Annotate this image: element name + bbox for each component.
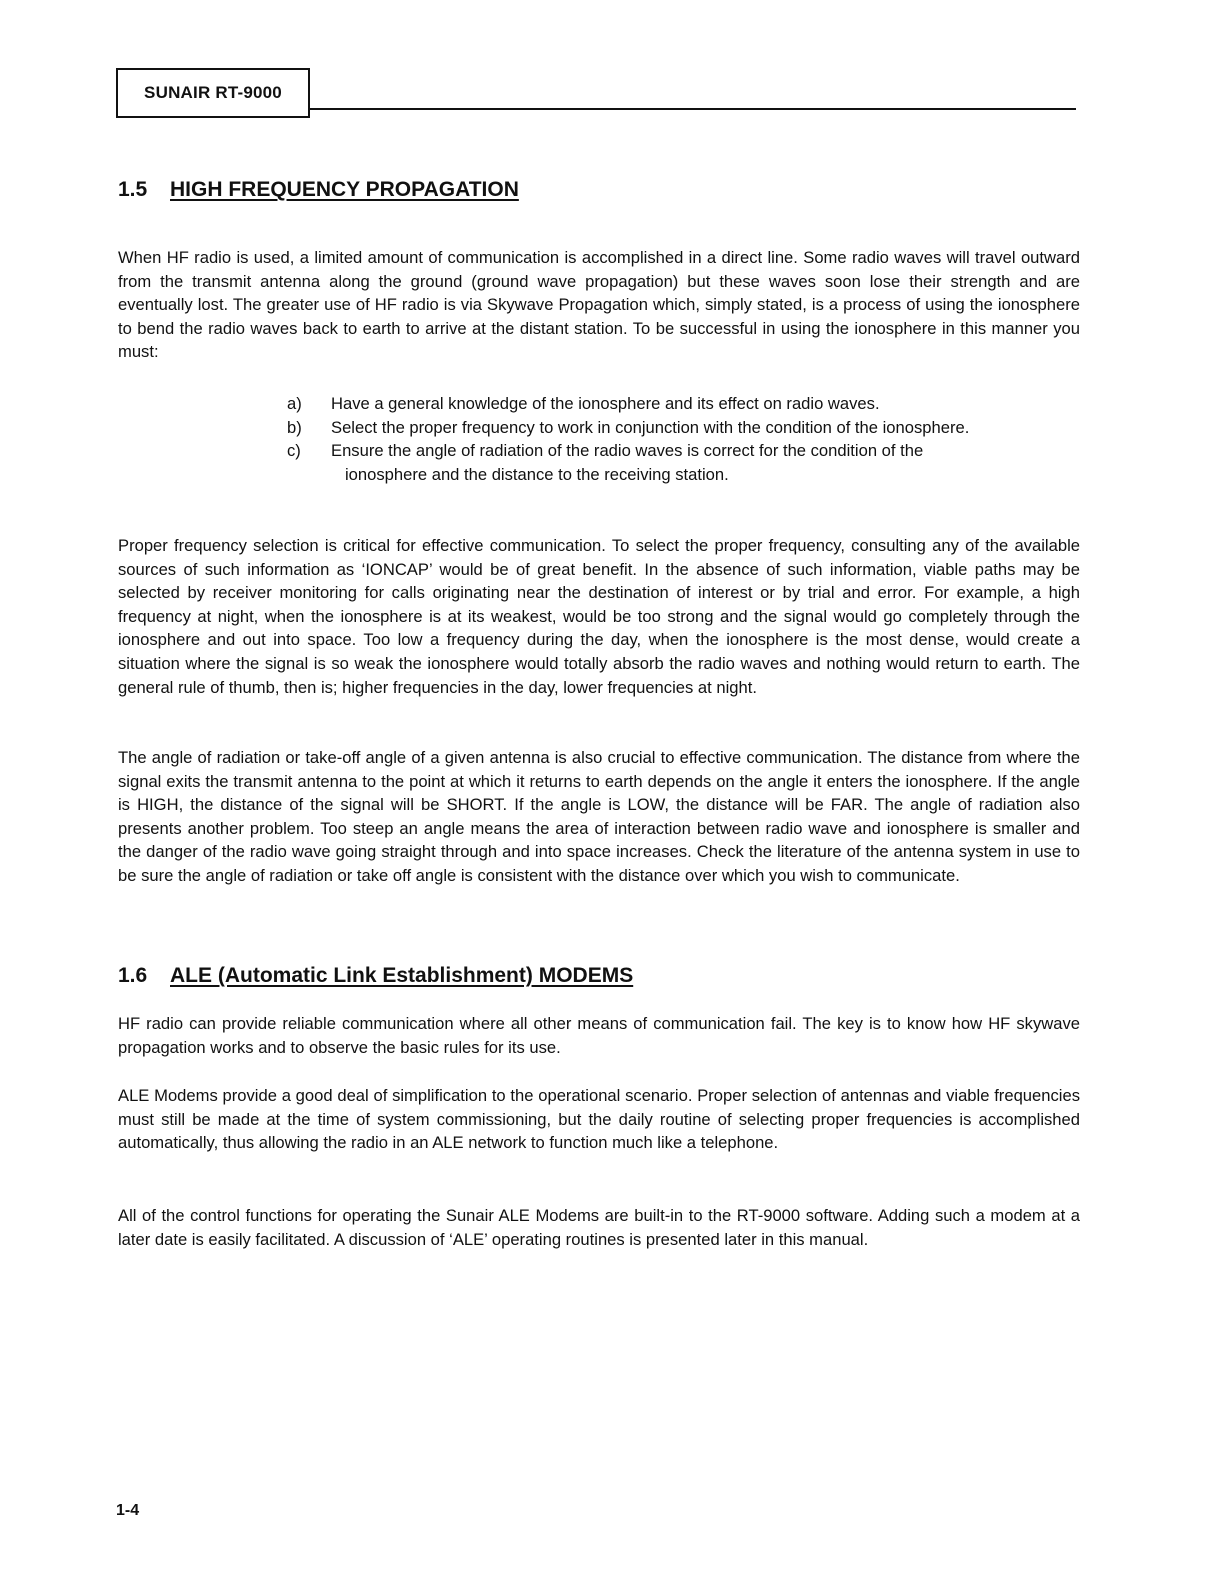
page-number: 1-4 — [116, 1502, 140, 1519]
section-1-6-heading — [118, 964, 633, 988]
section-1-5-intro-paragraph: When HF radio is used, a limited amount of communication is accomplished in a direct line. Some radio waves will travel outward from the transmit antenna along the ground (ground wave propagation) but these waves soon lose their strength and are eventually lost. The greater use of HF radio is via Skywave Propagation which, simply stated, is a process of using the ionosphere to bend the radio waves back to earth to arrive at the distant station. To be successful in using the ionosphere in this manner you must: — [118, 248, 1080, 362]
control-functions-paragraph: All of the control functions for operating the Sunair ALE Modems are built-in to the RT-9000 software. Adding such a modem at a later date is easily facilitated. A discussion of ‘ALE’ operating routines is presented later in this manual. — [118, 1206, 1080, 1249]
requirement-item-a-mark: a) — [287, 394, 302, 413]
frequency-selection-paragraph: Proper frequency selection is critical for effective communication. To select the proper frequency, consulting any of the available sources of such information as ‘IONCAP’ would be of great benefit. In the absence of such information, viable paths may be selected by receiver monitoring for calls originating near the destination of interest or by trial and error. For example, a high frequency at night, when the ionosphere is at its weakest, would be too strong and the signal would go completely through the ionosphere and out into space. Too low a frequency during the day, when the ionosphere is the most dense, would create a situation where the signal is so weak the ionosphere would totally absorb the radio waves and nothing would return to earth. The general rule of thumb, then is; higher frequencies in the day, lower frequencies at night. — [118, 536, 1080, 697]
requirement-item-c — [287, 439, 987, 486]
header-rule — [310, 108, 1076, 110]
ale-modems-paragraph: ALE Modems provide a good deal of simplification to the operational scenario. Proper selection of antennas and viable frequencies must still be made at the time of system commissioning, but the daily routine of selecting proper frequencies is accomplished automatically, thus allowing the radio in an ALE network to function much like a telephone. — [118, 1086, 1080, 1153]
requirement-item-b — [287, 416, 987, 440]
section-1-6-number: 1.6 — [118, 964, 148, 987]
section-1-5-title: HIGH FREQUENCY PROPAGATION — [170, 178, 519, 201]
requirement-item-a — [287, 392, 987, 416]
requirement-item-c-text: Ensure the angle of radiation of the radio waves is correct for the condition of the ionosphere and the distance to the receiving station. — [331, 441, 924, 484]
header-product-label: SUNAIR RT-9000 — [144, 83, 282, 102]
angle-of-radiation-paragraph: The angle of radiation or take-off angle of a given antenna is also crucial to effective communication. The distance from where the signal exits the transmit antenna to the point at which it returns to earth depends on the angle it enters the ionosphere. If the angle is HIGH, the distance of the signal will be SHORT. If the angle is LOW, the distance will be FAR. The angle of radiation also presents another problem. Too steep an angle means the area of interaction between radio wave and ionosphere is smaller and the danger of the radio wave going straight through and into space increases. Check the literature of the antenna system in use to be sure the angle of radiation or take off angle is consistent with the distance over which you wish to communicate. — [118, 748, 1080, 885]
header-product-box — [116, 68, 310, 118]
requirement-item-b-mark: b) — [287, 417, 302, 437]
hf-reliability-paragraph: HF radio can provide reliable communication where all other means of communication fail. The key is to know how HF skywave propagation works and to observe the basic rules for its use. — [118, 1014, 1080, 1057]
requirement-item-b-text: Select the proper frequency to work in conjunction with the condition of the ionosphere. — [331, 417, 970, 437]
requirements-list — [287, 392, 987, 486]
section-1-5-heading — [118, 178, 519, 202]
section-1-5-number: 1.5 — [118, 178, 148, 201]
requirement-item-a-text: Have a general knowledge of the ionosphere and its effect on radio waves. — [331, 394, 880, 413]
section-1-6-title: ALE (Automatic Link Establishment) MODEMS — [170, 964, 634, 987]
requirement-item-c-mark: c) — [287, 441, 301, 461]
